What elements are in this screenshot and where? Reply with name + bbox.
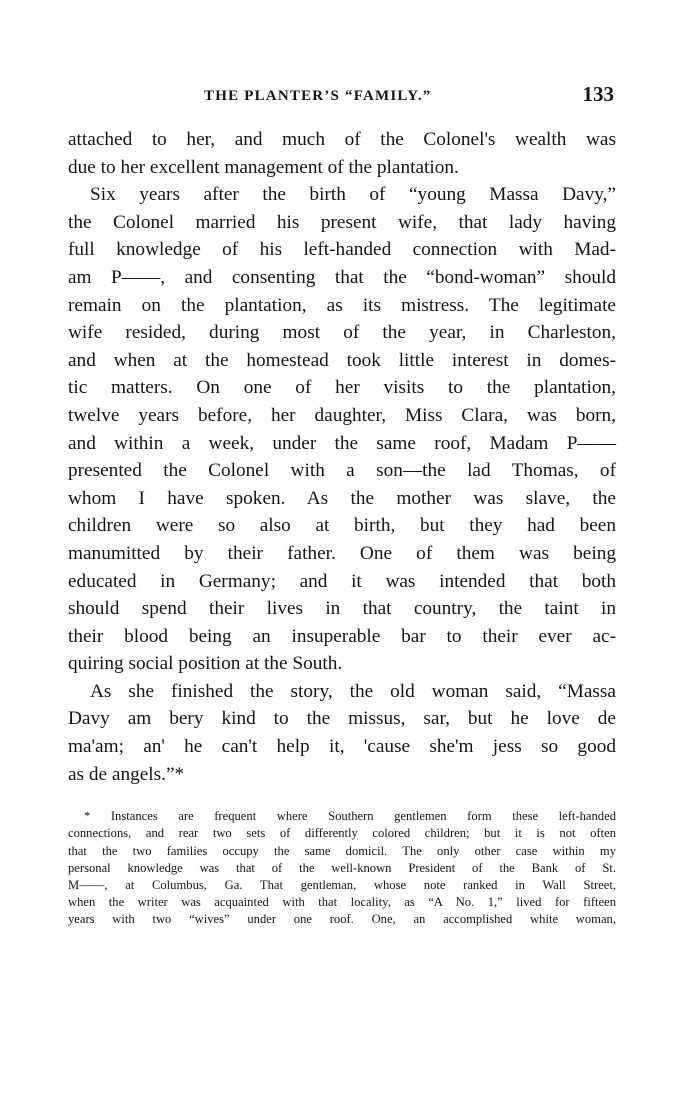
- text-line: whom I have spoken. As the mother was slave, the: [68, 487, 616, 509]
- text-line: attached to her, and much of the Colonel's wealth was: [68, 129, 616, 150]
- text-line: manumitted by their father. One of them was being: [68, 542, 616, 564]
- running-head: [68, 82, 616, 118]
- text-line: presented the Colonel with a son—the lad Thomas, of: [68, 460, 616, 482]
- text-line: am P——, and consenting that the “bond-woman” should: [68, 266, 616, 288]
- text-line: full knowledge of his left-handed connection with Mad-: [68, 239, 616, 261]
- text-line: Six years after the birth of “young Massa Davy,”: [90, 184, 616, 206]
- page-number: 133: [582, 82, 614, 106]
- text-line: remain on the plantation, as its mistress. The legitimate: [68, 294, 616, 316]
- text-line: wife resided, during most of the year, in Charleston,: [68, 322, 616, 344]
- text-line: due to her excellent management of the plantation.: [68, 156, 459, 178]
- body-text: [68, 126, 616, 788]
- text-line: quiring social position at the South.: [68, 653, 343, 675]
- footnote-line: years with two “wives” under one roof. One, an accomplished white woman,: [68, 912, 616, 927]
- text-line: and when at the homestead took little interest in domes-: [68, 349, 616, 371]
- text-line: As she finished the story, the old woman said, “Massa: [90, 680, 616, 702]
- text-line: Davy am bery kind to the missus, sar, but he love de: [68, 708, 616, 730]
- book-page: [68, 82, 616, 929]
- text-line: and within a week, under the same roof, Madam P——: [68, 432, 616, 454]
- footnote-line: M——, at Columbus, Ga. That gentleman, whose note ranked in Wall Street,: [68, 878, 616, 893]
- text-line: as de angels.”*: [68, 763, 185, 785]
- text-line: ma'am; an' he can't help it, 'cause she'm jess so good: [68, 736, 616, 758]
- footnote-line: that the two families occupy the same domicil. The only other case within my: [68, 843, 616, 858]
- footnote: [68, 808, 616, 928]
- text-line: should spend their lives in that country, the taint in: [68, 598, 616, 620]
- footnote-line: when the writer was acquainted with that locality, as “A No. 1,” lived for fifteen: [68, 895, 616, 910]
- running-title: THE PLANTER’S “FAMILY.”: [204, 88, 432, 104]
- text-line: children were so also at birth, but they had been: [68, 515, 616, 537]
- text-line: educated in Germany; and it was intended that both: [68, 570, 616, 592]
- footnote-line: * Instances are frequent where Southern gentlemen form these left-handed: [84, 809, 616, 824]
- footnote-line: personal knowledge was that of the well-known President of the Bank of St.: [68, 860, 616, 875]
- text-line: their blood being an insuperable bar to their ever ac-: [68, 625, 616, 647]
- text-line: the Colonel married his present wife, that lady having: [68, 211, 616, 233]
- text-line: twelve years before, her daughter, Miss Clara, was born,: [68, 404, 616, 426]
- text-line: tic matters. On one of her visits to the plantation,: [68, 377, 616, 399]
- footnote-line: connections, and rear two sets of differently colored children; but it is not often: [68, 826, 616, 841]
